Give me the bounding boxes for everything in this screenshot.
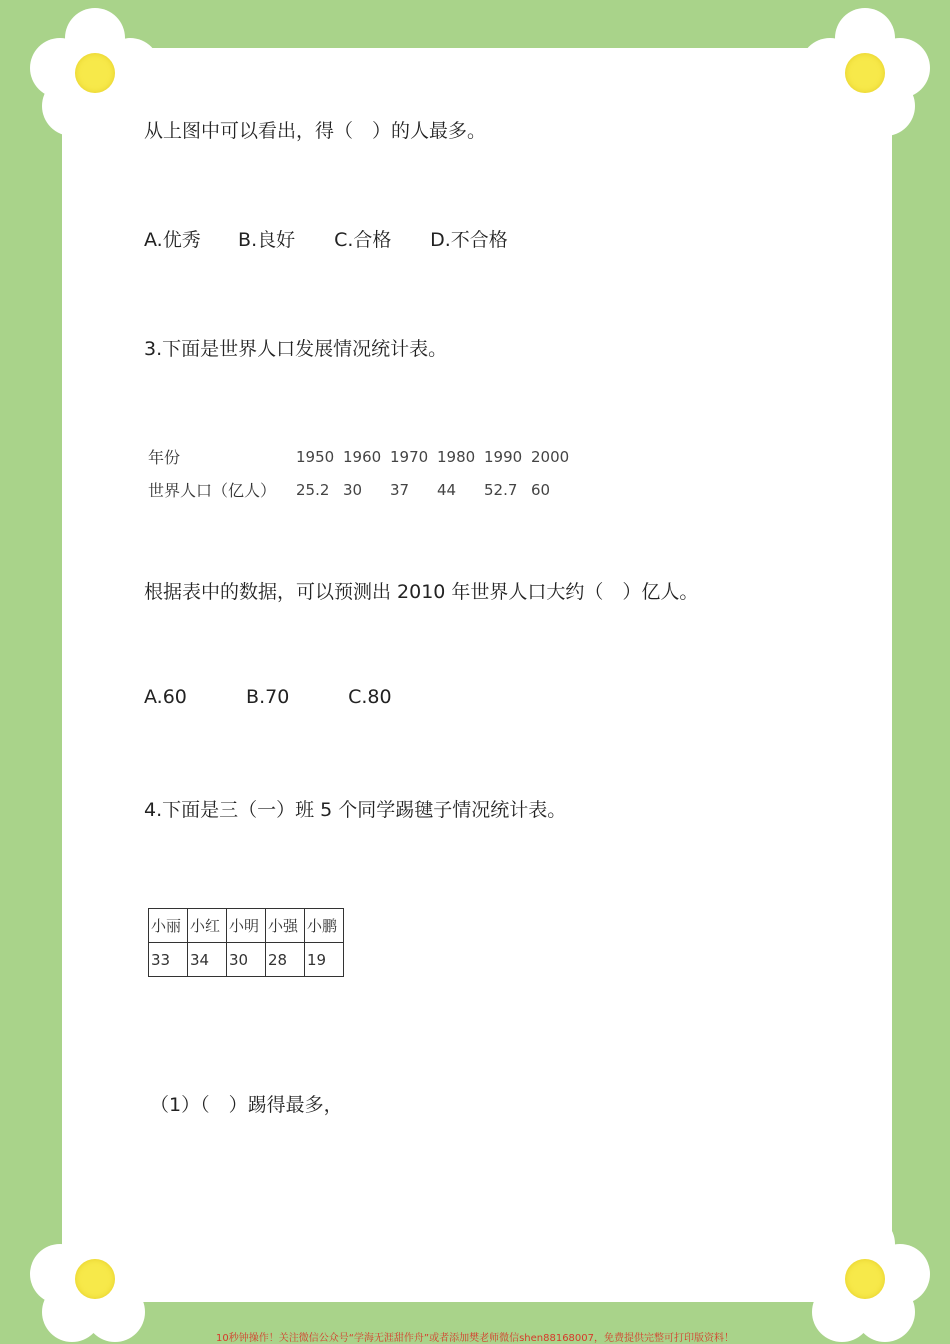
year-cell: 1980: [437, 447, 476, 466]
option-b: B.70: [246, 686, 290, 708]
q4-title: 4.下面是三（一）班 5 个同学踢毽子情况统计表。: [144, 799, 567, 821]
count-cell: 30: [227, 943, 266, 977]
population-cell: 25.2: [296, 480, 330, 499]
year-cell: 1950: [296, 447, 335, 466]
q3-question: 根据表中的数据，可以预测出 2010 年世界人口大约（ ）亿人。: [144, 581, 699, 603]
name-cell: 小鹏: [305, 909, 344, 943]
name-cell: 小丽: [149, 909, 188, 943]
name-row: [149, 909, 344, 943]
option-c: C.80: [348, 686, 392, 708]
year-label: 年份: [148, 448, 181, 467]
count-cell: 34: [188, 943, 227, 977]
population-label: 世界人口（亿人）: [148, 481, 277, 500]
year-cell: 2000: [531, 447, 570, 466]
year-cell: 1970: [390, 447, 429, 466]
flower-bottom-left-icon: [30, 1214, 160, 1344]
year-cell: 1990: [484, 447, 523, 466]
q4-sub-question-1: （1）（ ）踢得最多，: [150, 1094, 343, 1116]
year-row: [148, 440, 578, 473]
option-a: A.优秀: [144, 229, 201, 251]
footer-notice: 10秒钟操作！关注微信公众号“学海无涯甜作舟”或者添加樊老师微信shen88168007，免费提供完整可打印版资料！: [215, 1333, 735, 1344]
count-cell: 33: [149, 943, 188, 977]
name-cell: 小强: [266, 909, 305, 943]
question-intro: 从上图中可以看出，得（ ）的人最多。: [144, 120, 487, 142]
population-cell: 44: [437, 480, 457, 499]
option-b: B.良好: [238, 229, 296, 251]
flower-top-right-icon: [800, 8, 930, 138]
population-row: [148, 473, 578, 506]
population-cell: 52.7: [484, 480, 518, 499]
flower-top-left-icon: [30, 8, 160, 138]
population-cell: 30: [343, 480, 363, 499]
option-d: D.不合格: [430, 229, 508, 251]
count-cell: 28: [266, 943, 305, 977]
q3-options: [144, 686, 392, 708]
q3-title: 3.下面是世界人口发展情况统计表。: [144, 338, 448, 360]
population-table: [148, 440, 578, 506]
count-row: [149, 943, 344, 977]
population-cell: 37: [390, 480, 410, 499]
name-cell: 小红: [188, 909, 227, 943]
name-cell: 小明: [227, 909, 266, 943]
population-cell: 60: [531, 480, 551, 499]
count-cell: 19: [305, 943, 344, 977]
q2-options: [144, 225, 508, 252]
option-c: C.合格: [334, 229, 392, 251]
year-cell: 1960: [343, 447, 382, 466]
flower-bottom-right-icon: [800, 1214, 930, 1344]
option-a: A.60: [144, 686, 187, 708]
shuttlecock-table: [148, 908, 344, 977]
